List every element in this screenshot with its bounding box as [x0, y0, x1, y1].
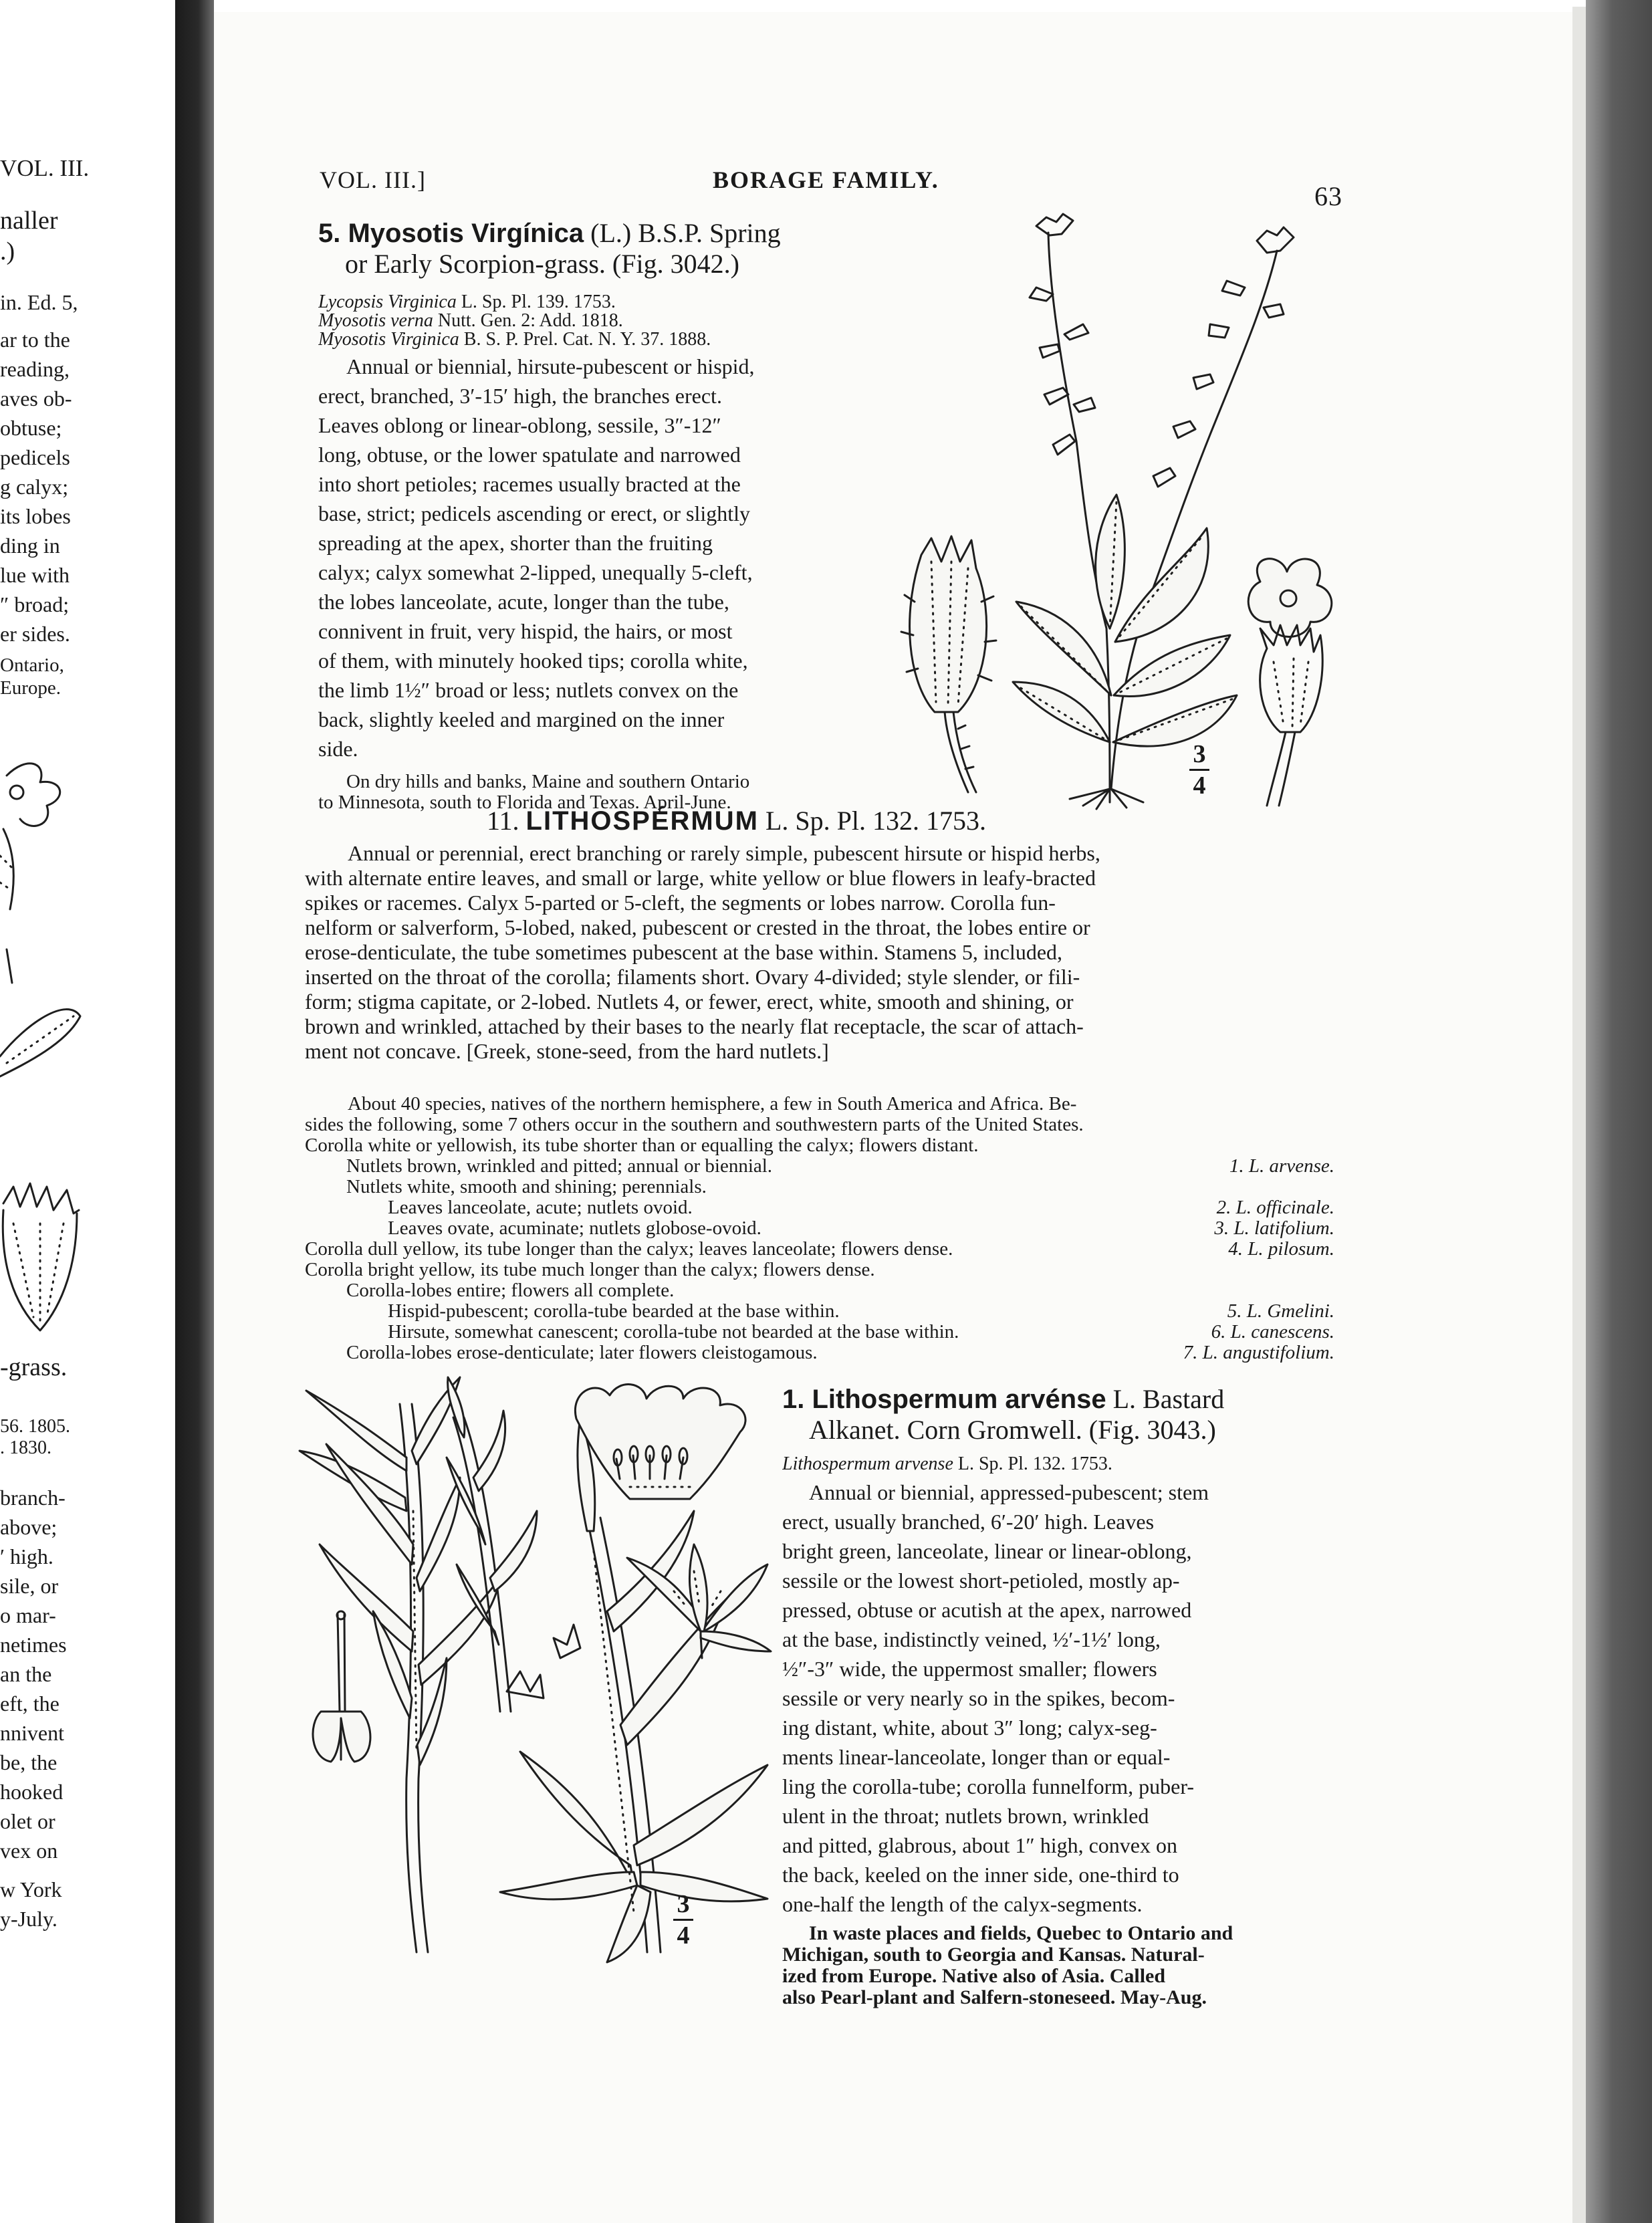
facing-page-calyx-illustration [0, 1183, 87, 1344]
fragment-line: eft, the [0, 1691, 60, 1716]
figure-3043-calyx-nutlets [627, 1544, 774, 1658]
fragment-line: ar to the [0, 328, 70, 352]
figure-3042-flower [1233, 555, 1347, 809]
species-authority: L. Bastard [1106, 1384, 1225, 1414]
fragment-line: -grass. [0, 1353, 68, 1381]
key-row: Hirsute, somewhat canescent; corolla-tube not bearded at the base within. 6. L. canescens. [388, 1321, 1334, 1342]
genus-name: LITHOSPÉRMUM [525, 806, 759, 836]
species-lithospermum-arvense [782, 1384, 1330, 2008]
facing-page-header: VOL. III. [0, 155, 90, 181]
synonym-line: Lycopsis Virginica L. Sp. Pl. 139. 1753. [318, 293, 616, 312]
fragment-line: ding in [0, 534, 60, 558]
species-heading-line [782, 1384, 1330, 1415]
figure-3043-stamen [308, 1611, 374, 1765]
facing-page-flower-illustration [0, 755, 74, 916]
facing-page-leaf-illustration [0, 943, 87, 1117]
book-edge-shadow [1586, 0, 1652, 2223]
species-title: 1. Lithospermum arvénse [782, 1385, 1106, 1414]
genus-notes: About 40 species, natives of the northern hemisphere, a few in South America and Africa. Be- sides the following, some 7 others occur in the southern and southwestern parts of the United States. [305, 1094, 1084, 1135]
fragment-line: obtuse; [0, 416, 62, 440]
key-row: Leaves ovate, acuminate; nutlets globose-ovoid. 3. L. latifolium. [388, 1217, 1334, 1239]
fragment-line: 56. 1805. [0, 1416, 70, 1437]
fragment-line: o mar- [0, 1603, 56, 1627]
species-description: Annual or biennial, hirsute-pubescent or hispid, erect, branched, 3′-15′ high, the branches erect. Leaves oblong or linear-oblong, sessile, 3″-12″ long, obtuse, or the lower spatulate and narrowed into short petioles; racemes usually bracted at the base, strict; pedicels ascending or erect, or slightly spreading at the apex, shorter than the fruiting calyx; calyx somewhat 2-lipped, unequally 5-cleft, the lobes lanceolate, acute, longer than the tube, connivent in fruit, very hispid, the hairs, or most of them, with minutely hooked tips; corolla white, the limb 1½″ broad or less; nutlets convex on the back, slightly keeled and margined on the inner side. [318, 354, 755, 761]
fragment-line: Europe. [0, 677, 61, 699]
fragment-line: . 1830. [0, 1437, 51, 1458]
key-row: Leaves lanceolate, acute; nutlets ovoid. 2. L. officinale. [388, 1197, 1334, 1218]
facing-page-text-lower [0, 1483, 100, 1934]
species-title: 5. Myosotis Virgínica [318, 219, 584, 248]
running-header-family: BORAGE FAMILY. [713, 166, 939, 193]
fragment-line: its lobes [0, 504, 71, 528]
fragment-line: pedicels [0, 445, 70, 469]
key-row: Corolla dull yellow, its tube longer than the calyx; leaves lanceolate; flowers dense. 4. L. pilosum. [305, 1238, 1334, 1260]
fragment-line: nnivent [0, 1721, 64, 1745]
genus-heading [487, 805, 986, 837]
genus-description: Annual or perennial, erect branching or rarely simple, pubescent hirsute or hispid herbs, with alternate entire leaves, and small or large, white yellow or blue flowers in leafy-bracted spikes or racemes. Calyx 5-parted or 5-cleft, the segments or lobes narrow. Corolla fun- nelform or salverform, 5-lobed, naked, pubescent or crested in the throat, the lobes entire or erose-denticulate, the tube sometimes pubescent at the base within. Stamens 5, included, inserted on the throat of the corolla; filaments short. Ovary 4-divided; style slender, or fili- form; stigma capitate, or 2-lobed. Nutlets 4, or fewer, erect, white, smooth and shining, or brown and wrinkled, attached by their bases to the nearly flat receptacle, the scar of attach- ment not concave. [Greek, stone-seed, from the hard nutlets.] [305, 841, 1100, 1063]
species-authority: (L.) B.S.P. Spring [584, 218, 781, 248]
synonym-line: Myosotis verna Nutt. Gen. 2: Add. 1818. [318, 312, 623, 330]
genus-citation: L. Sp. Pl. 132. 1753. [765, 806, 986, 836]
fragment-line: lue with [0, 563, 70, 587]
fragment-line: y-July. [0, 1907, 57, 1931]
fragment-line: er sides. [0, 622, 70, 646]
key-row: Corolla white or yellowish, its tube shorter than or equalling the calyx; flowers distant. [305, 1135, 979, 1156]
synonym-line: Myosotis Virginica B. S. P. Prel. Cat. N. Y. 37. 1888. [318, 330, 711, 349]
facing-page-text-upper [0, 205, 100, 267]
figure-3042-scale: 3 4 [1189, 741, 1209, 799]
fragment-line: ″ broad; [0, 592, 70, 616]
fragment-line: .) [0, 237, 15, 265]
running-header-volume: VOL. III.] [320, 166, 426, 193]
synonymy [318, 293, 888, 349]
species-range: On dry hills and banks, Maine and southern Ontario to Minnesota, south to Florida and Texas. April-June. [318, 772, 750, 813]
page-number: 63 [1314, 181, 1342, 211]
key-row: Corolla-lobes entire; flowers all complete. [346, 1280, 675, 1301]
fragment-line: branch- [0, 1486, 66, 1510]
key-row: Nutlets brown, wrinkled and pitted; annual or biennial. 1. L. arvense. [346, 1155, 1334, 1177]
fragment-line: reading, [0, 357, 70, 381]
species-myosotis-virginica [318, 218, 888, 813]
genus-number: 11. [487, 806, 519, 836]
species-heading-line [318, 218, 888, 249]
figure-3043-corolla [570, 1379, 757, 1512]
figure-3043-scale: 3 4 [673, 1891, 693, 1949]
fragment-line: vex on [0, 1839, 58, 1863]
species-common-name: or Early Scorpion-grass. (Fig. 3042.) [345, 249, 739, 279]
fragment-line: sile, or [0, 1574, 59, 1598]
fragment-line: above; [0, 1515, 57, 1539]
facing-page-section-end [0, 1352, 100, 1459]
book-gutter [175, 0, 214, 2223]
species-range: In waste places and fields, Quebec to Ontario and Michigan, south to Georgia and Kansas. Natural- ized from Europe. Native also of Asia. Called also Pearl-plant and Salfern-stoneseed. May-Aug. [782, 1923, 1233, 2008]
figure-3042-calyx [895, 535, 1001, 802]
key-row: Hispid-pubescent; corolla-tube bearded at the base within. 5. L. Gmelini. [388, 1300, 1334, 1322]
fragment-line: hooked [0, 1780, 64, 1804]
fragment-line: ′ high. [0, 1544, 53, 1568]
key-row: Corolla-lobes erose-denticulate; later flowers cleistogamous. 7. L. angustifolium. [346, 1342, 1334, 1363]
fragment-line: olet or [0, 1809, 55, 1833]
fragment-line: g calyx; [0, 475, 69, 499]
page-edge-strip [1572, 7, 1587, 2223]
fragment-line: netimes [0, 1633, 67, 1657]
synonym-line: Lithospermum arvense L. Sp. Pl. 132. 1753. [782, 1455, 1112, 1474]
key-row: Nutlets white, smooth and shining; perennials. [346, 1176, 707, 1197]
key-row: Corolla bright yellow, its tube much longer than the calyx; flowers dense. [305, 1259, 875, 1280]
fragment-line: w York [0, 1877, 62, 1901]
fragment-line: be, the [0, 1750, 57, 1774]
fragment-line: in. Ed. 5, [0, 290, 78, 314]
fragment-line: naller [0, 207, 58, 235]
species-key [305, 1135, 1334, 1363]
facing-page-text-mid [0, 287, 100, 699]
species-common-name: Alkanet. Corn Gromwell. (Fig. 3043.) [809, 1415, 1216, 1445]
fragment-line: an the [0, 1662, 52, 1686]
fragment-line: Ontario, [0, 655, 64, 676]
species-description: Annual or biennial, appressed-pubescent; stem erect, usually branched, 6′-20′ high. Leaves bright green, lanceolate, linear or linear-oblong, sessile or the lowest short-petioled, mostly ap- pressed, obtuse or acutish at the apex, narrowed at the base, indistinctly veined, ½′-1½′ long, ½″-3″ wide, the uppermost smaller; flowers sessile or very nearly so in the spikes, becom- ing distant, white, about 3″ long; calyx-seg- ments linear-lanceolate, longer than or equal- ling the corolla-tube; corolla funnelform, puber- ulent in the throat; nutlets brown, wrinkled and pitted, glabrous, about 1″ high, convex on the back, keeled on the inner side, one-third to one-half the length of the calyx-segments. [782, 1480, 1209, 1916]
fragment-line: aves ob- [0, 386, 72, 411]
